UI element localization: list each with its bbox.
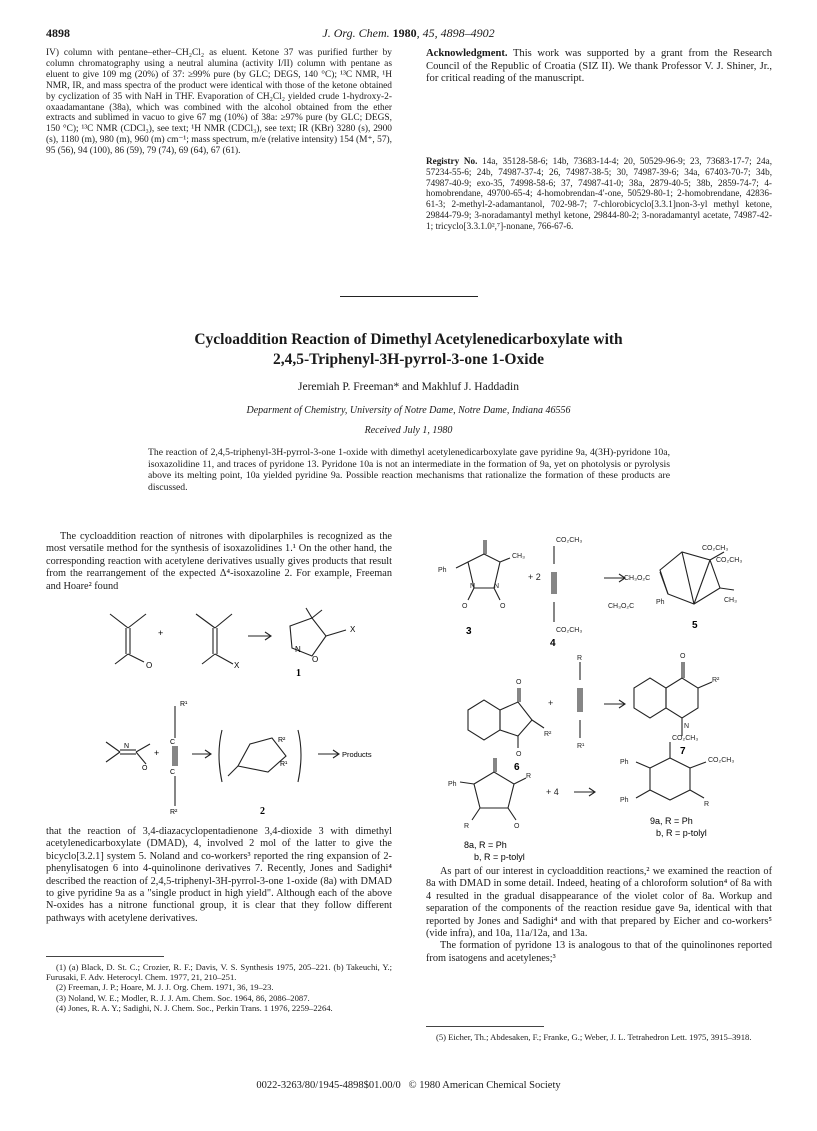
label-9a: 9a, R = Ph [650, 816, 693, 826]
registry-heading: Registry No. [426, 156, 478, 166]
journal-citation: , 45, 4898–4902 [416, 26, 495, 40]
page-footer [0, 1080, 817, 1091]
atom-o: O [146, 661, 153, 670]
footnotes-left [46, 962, 392, 1013]
body-right [426, 866, 772, 965]
footnote-5: (5) Eicher, Th.; Abdesaken, F.; Franke, G.; Weber, J. L. Tetrahedron Lett. 1975, 3915–3918. [436, 1032, 752, 1042]
ch3o2c-5b: CH₃O₂C [608, 603, 635, 610]
substituent-r1: R¹ [180, 701, 188, 708]
substituent-r1-product: R¹ [280, 761, 288, 768]
label-8a: 8a, R = Ph [464, 840, 507, 850]
o-3a: O [462, 603, 468, 610]
acknowledgment-text: This work was supported by a grant from the Research Council of the Republic of Croatia (SIZ II). We thank Professor V. J. Shiner, Jr., for critical reading of the manuscript. [426, 48, 772, 85]
co2ch3-4a: CO₂CH₃ [556, 537, 583, 544]
atom-o-product: O [312, 655, 319, 664]
atom-c-1: C [170, 739, 176, 746]
journal-year: 1980 [392, 26, 417, 40]
o-3b: O [500, 603, 506, 610]
authors: Jeremiah P. Freeman* and Makhluf J. Haddadin [297, 381, 519, 393]
title-line-2: 2,4,5-Triphenyl-3H-pyrrol-3-one 1-Oxide [272, 351, 545, 368]
copyright: © 1980 American Chemical Society [408, 1080, 561, 1091]
co2ch3-9a: CO₂CH₃ [672, 735, 699, 742]
r-9: R [704, 801, 710, 808]
ph-8a: Ph [448, 781, 457, 788]
article-code: 0022-3263/80/1945-4898$01.00/0 [256, 1080, 401, 1091]
title-line-1: Cycloaddition Reaction of Dimethyl Acetylenedicarboxylate with [194, 331, 623, 348]
experimental-text: IV) column with pentane–ether–CH₂Cl₂ as eluent. Ketone 37 was purified further by column chromatography using a neutral alumina (activity I/II) column with pentane as eluent to give 109 mg (20%) of 37: ≥99% pure (by GLC; DEGS, 140 °C); ¹³C NMR, ¹H NMR, IR, and mass spectra of the product were identical with those of the ketone obtained by cyclization of 35 with NaH in THF. Evaporation of CH₂Cl₂ yielded crude 1-hydroxy-2-oxaadamantane (38a), which was combined with the alcohol obtained from the ether extracts and sublimed in vacuo to give 67 mg (10%) of 38a: ≥97% pure (by GLC; DEGS, 150 °C); ¹³C NMR (CDCl₃), see text; ¹H NMR (CDCl₃), see text; IR (KBr) 3280 (s), 2900 (s), 1180 (m), 980 (m), 960 (m) cm⁻¹; mass spectrum, m/e (relative intensity) 154 (M⁺, 57), 95 (56), 94 (100), 86 (59), 79 (74), 69 (64), 67 (61). [46, 48, 392, 157]
o-7: O [680, 653, 686, 660]
plus-2: + 2 [528, 572, 541, 582]
compound-label-4: 4 [550, 638, 556, 649]
footnote-2: (2) Freeman, J. P.; Hoare, M. J. J. Org. Chem. 1971, 36, 19–23. [56, 982, 274, 993]
substituent-r2: R² [170, 809, 178, 816]
ch3o2c-5a: CH₃O₂C [624, 575, 651, 582]
body-left-para-2 [46, 826, 392, 925]
ph-9b: Ph [620, 797, 629, 804]
intro-paragraph: The cycloaddition reaction of nitrones with dipolarphiles is recognized as the most versatile method for the synthesis of isoxazolidines 1.¹ On the other hand, the corresponding reaction with acetylene derivatives usually gives products that result from the rearrangement of the expected Δ⁴-isoxazoline 2. For example, Freeman and Hoare² found [46, 531, 392, 592]
registry-text: 14a, 35128-58-6; 14b, 73683-14-4; 20, 50529-96-9; 23, 73683-17-7; 24a, 57234-55-6; 24b, 74987-37-4; 26, 74987-38-5; 30, 74987-39-6; 34a, 67403-70-7; 34b, 74987-40-9; exo-35, 74998-58-6; 37, 74987-41-0; 38a, 2879-40-5; 38b, 2859-74-7; 4-homobrendane, 49700-65-4; 4-homobrendan-4′-one, 50529-80-1; 2-homobrendane, 42836-61-3; 2-methyl-2-adamantanol, 702-98-7; 7-chlorobicyclo[3.3.1]non-3-yl methyl ketone, 29844-79-9; 3-noradamantyl methyl ketone, 29844-80-2; 3-noradamantyl acetate, 74987-42-1; tricyclo[3.3.1.0²,⁷]-nonane, 766-67-6. [426, 156, 772, 231]
footnote-rule-left [46, 956, 164, 957]
compound-label-2: 2 [260, 806, 265, 817]
plus-sign-1: + [158, 628, 164, 638]
footnote-rule-right [426, 1026, 544, 1027]
n-7: N [684, 723, 690, 730]
products-label: Products [342, 750, 372, 759]
label-8b: b, R = p-tolyl [474, 852, 525, 862]
compound-label-7: 7 [680, 746, 686, 757]
footnote-4: (4) Jones, R. A. Y.; Sadighi, N. J. Chem. Soc., Perkin Trans. 1 1976, 2259–2264. [56, 1002, 333, 1013]
plus-6: + [548, 698, 554, 708]
affiliation: Deparment of Chemistry, University of Notre Dame, Notre Dame, Indiana 46556 [246, 405, 571, 416]
r1-alkyne: R¹ [577, 743, 585, 750]
r-alkyne-a: R [577, 655, 583, 662]
atom-n-2: N [124, 743, 130, 750]
o-6: O [516, 679, 522, 686]
substituent-r2-product: R² [278, 737, 286, 744]
atom-n: N [295, 645, 301, 654]
atom-x-product: X [350, 625, 356, 634]
n-3b: N [494, 583, 500, 590]
atom-c-2: C [170, 769, 176, 776]
compound-label-5: 5 [692, 620, 698, 631]
ch3-5: CH₃ [724, 597, 737, 604]
footnote-1: (1) (a) Black, D. St. C.; Crozier, R. F.; Davis, V. S. Synthesis 1975, 205–221. (b) Takeuchi, Y.; Furusaki, F. Adv. Heterocyl. Chem. 1977, 21, 210–251. [46, 962, 392, 983]
acknowledgment [426, 48, 772, 86]
acknowledgment-heading: Acknowledgment. [426, 48, 508, 59]
atom-o-2: O [142, 765, 148, 772]
co2ch3-5b: CO₂CH₃ [716, 557, 743, 564]
results-paragraph: As part of our interest in cycloaddition reactions,² we examined the reaction of 8a with DMAD in some detail. Indeed, heating of a chloroform solution⁴ of 8a with 4 resulted in the gradual disappearance of the violet color of 8a. Workup and separation of the components of the reaction residue gave 9a, identical with that reported by Jones and Sadighi⁴ and with that prepared by Eicher and co-workers⁵ (vide infra), and 10a, 11a/12a, and 13a. [426, 866, 772, 940]
footnotes-right [426, 1032, 772, 1042]
r2-6: R² [544, 731, 552, 738]
abstract: The reaction of 2,4,5-triphenyl-3H-pyrrol-3-one 1-oxide with dimethyl acetylenedicarboxylate gave pyridine 9a, 4(3H)-pyridone 10a, isoxazolidine 11, and traces of pyridone 13. Pyridone 10a is not an intermediate in the formation of 9a, yet on photolysis or pyrolysis above its melting point, 10a yielded pyridine 9a. Possible reaction mechanisms that rationalize the formation of these products are discussed. [148, 447, 670, 493]
page-number: 4898 [46, 26, 70, 40]
r-8b: R [464, 823, 470, 830]
footnote-3: (3) Noland, W. E.; Modler, R. J. J. Am. Chem. Soc. 1964, 86, 2086–2087. [56, 992, 310, 1003]
section-divider [340, 296, 478, 297]
plus-4: + 4 [546, 787, 559, 797]
atom-x: X [234, 661, 240, 670]
ph-3a: Ph [438, 567, 447, 574]
running-header [0, 26, 817, 41]
label-9b: b, R = p-tolyl [656, 828, 707, 838]
article-title [80, 330, 737, 370]
o-6b: O [516, 751, 522, 758]
ph-5: Ph [656, 599, 665, 606]
journal-name: J. Org. Chem. [322, 26, 390, 40]
o-8: O [514, 823, 520, 830]
scheme-isoxazoline [100, 686, 400, 824]
pyridone-paragraph: The formation of pyridone 13 is analogous to that of the quinolinones reported from isatogens and acetylenes;³ [426, 940, 772, 964]
co2ch3-5a: CO₂CH₃ [702, 545, 729, 552]
ch3-3: CH₃ [512, 553, 525, 560]
ph-9a: Ph [620, 759, 629, 766]
compound-label-3: 3 [466, 626, 472, 637]
body-left-para-1 [46, 531, 392, 593]
n-3a: N [470, 583, 476, 590]
r2-7: R² [712, 677, 720, 684]
co2ch3-4b: CO₂CH₃ [556, 627, 583, 634]
prior-work-paragraph: that the reaction of 3,4-diazacyclopentadienone 3,4-dioxide 3 with dimethyl acetylenedicarboxylate (DMAD), 4, involved 2 mol of the latter to give the bicyclo[3.2.1] system 5. Noland and co-workers³ reported the ring expansion of 2-phenylisatogen 6 into 4-quinolinone derivatives 7. Recently, Jones and Sadighi⁴ described the reaction of 2,4,5-triphenyl-3H-pyrrol-3-one 1-oxide (8a) with DMAD to give pyridine 9a as a "single product in high yield". Although each of the above N-oxides has a nitrone functional group, it is clear that they follow different pathways with acetylene derivatives. [46, 826, 392, 924]
compound-label-1: 1 [296, 668, 301, 678]
r-8: R [526, 773, 532, 780]
registry-numbers [426, 156, 772, 232]
plus-sign-2: + [154, 748, 160, 758]
scheme-isoxazolidine [100, 606, 400, 678]
received-date: Received July 1, 1980 [364, 425, 453, 436]
experimental-continuation [46, 48, 392, 157]
compound-label-6: 6 [514, 762, 520, 773]
co2ch3-9b: CO₂CH₃ [708, 757, 735, 764]
